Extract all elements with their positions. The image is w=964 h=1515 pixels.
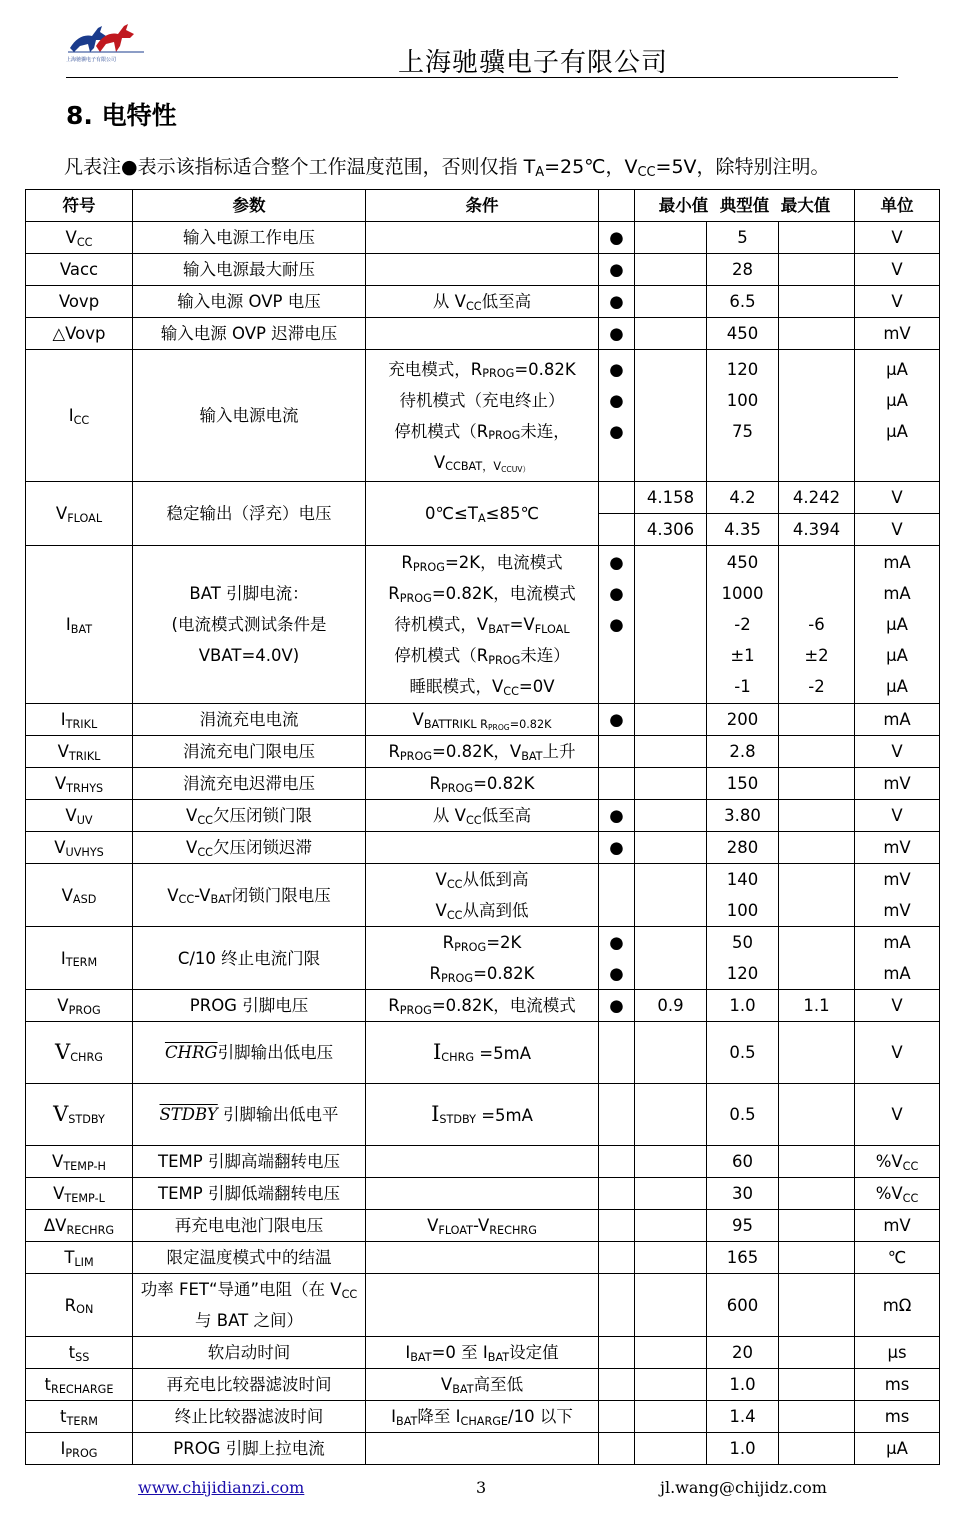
cell-unit: mV mV <box>855 864 940 927</box>
cell-cond <box>366 832 599 864</box>
cell-dot: ● ● ● <box>599 546 635 704</box>
cell-max <box>779 1242 855 1274</box>
table-row <box>26 318 940 350</box>
cell-dot: ● <box>599 286 635 318</box>
cell-max: 4.394 <box>779 514 855 546</box>
cell-cond: VBAT高至低 <box>366 1369 599 1401</box>
cell-min <box>635 736 707 768</box>
cell-symbol: Vacc <box>26 254 133 286</box>
cell-typ: 1.0 <box>707 990 779 1022</box>
cell-typ: 4.35 <box>707 514 779 546</box>
cell-min: 0.9 <box>635 990 707 1022</box>
footer-website[interactable] <box>138 1478 304 1497</box>
cell-param: STDBY 引脚输出低电平 <box>133 1084 366 1146</box>
cell-param: 输入电源电流 <box>133 350 366 482</box>
cell-param: PROG 引脚上拉电流 <box>133 1433 366 1465</box>
cell-dot: ● ● <box>599 927 635 990</box>
cell-min <box>635 800 707 832</box>
cell-dot <box>599 1401 635 1433</box>
cell-dot: ● <box>599 318 635 350</box>
cell-typ: 30 <box>707 1178 779 1210</box>
cell-typ: 20 <box>707 1337 779 1369</box>
cell-min <box>635 1369 707 1401</box>
cell-cond <box>366 318 599 350</box>
cell-param: C/10 终止电流门限 <box>133 927 366 990</box>
cell-param: TEMP 引脚低端翻转电压 <box>133 1178 366 1210</box>
cell-dot <box>599 1178 635 1210</box>
cell-min <box>635 254 707 286</box>
cell-param: 再充电比较器滤波时间 <box>133 1369 366 1401</box>
cell-min <box>635 927 707 990</box>
cell-typ: 28 <box>707 254 779 286</box>
cell-dot <box>599 736 635 768</box>
cell-min <box>635 286 707 318</box>
table-row <box>26 768 940 800</box>
cell-param: 涓流充电迟滞电压 <box>133 768 366 800</box>
cell-dot <box>599 1369 635 1401</box>
cell-cond: 从 VCC低至高 <box>366 800 599 832</box>
cell-cond <box>366 1433 599 1465</box>
cell-max <box>779 1274 855 1337</box>
cell-max <box>779 832 855 864</box>
cell-cond: RPROG=0.82K <box>366 768 599 800</box>
cell-param: 稳定输出（浮充）电压 <box>133 482 366 546</box>
cell-min <box>635 704 707 736</box>
cell-cond <box>366 222 599 254</box>
cell-param: PROG 引脚电压 <box>133 990 366 1022</box>
cell-symbol: VUV <box>26 800 133 832</box>
cell-cond: RPROG=0.82K，电流模式 <box>366 990 599 1022</box>
cell-max <box>779 1146 855 1178</box>
note-sub-cc: CC <box>637 165 656 181</box>
table-row <box>26 1433 940 1465</box>
cell-min <box>635 1274 707 1337</box>
table-row <box>26 1337 940 1369</box>
cell-max <box>779 864 855 927</box>
cell-min <box>635 222 707 254</box>
cell-max <box>779 350 855 482</box>
cell-cond: VFLOAT-VRECHRG <box>366 1210 599 1242</box>
cell-max <box>779 768 855 800</box>
cell-param: VCC-VBAT闭锁门限电压 <box>133 864 366 927</box>
cell-unit: mV <box>855 1210 940 1242</box>
cell-dot <box>599 482 635 514</box>
cell-typ: 3.80 <box>707 800 779 832</box>
cell-dot: ● <box>599 800 635 832</box>
cell-unit: V <box>855 736 940 768</box>
cell-min <box>635 1337 707 1369</box>
cell-cond: IBAT=0 至 IBAT设定值 <box>366 1337 599 1369</box>
cell-typ: 0.5 <box>707 1022 779 1084</box>
cell-max <box>779 1178 855 1210</box>
cell-param: 再充电电池门限电压 <box>133 1210 366 1242</box>
cell-symbol: tTERM <box>26 1401 133 1433</box>
cell-dot <box>599 1433 635 1465</box>
cell-cond <box>366 1146 599 1178</box>
cell-symbol: ΔVRECHRG <box>26 1210 133 1242</box>
cell-typ: 95 <box>707 1210 779 1242</box>
cell-param: TEMP 引脚高端翻转电压 <box>133 1146 366 1178</box>
cell-min <box>635 350 707 482</box>
cell-unit: mV <box>855 768 940 800</box>
cell-max <box>779 800 855 832</box>
cell-dot: ● ● ● <box>599 350 635 482</box>
header-param: 参数 <box>133 190 366 222</box>
footer-email: jl.wang@chijidz.com <box>660 1478 827 1497</box>
cell-symbol: tRECHARGE <box>26 1369 133 1401</box>
note-sub-a: A <box>535 165 545 181</box>
table-row <box>26 927 940 990</box>
cell-cond <box>366 1242 599 1274</box>
spec-table <box>25 189 940 1465</box>
cell-param: VCC欠压闭锁门限 <box>133 800 366 832</box>
cell-typ: 600 <box>707 1274 779 1337</box>
logo-text: 上海驰骥电子有限公司 <box>66 57 117 63</box>
cell-unit: mA mA <box>855 927 940 990</box>
cell-typ: 165 <box>707 1242 779 1274</box>
cell-unit: μA <box>855 1433 940 1465</box>
cell-typ: 0.5 <box>707 1084 779 1146</box>
cell-symbol: △Vovp <box>26 318 133 350</box>
cell-min <box>635 546 707 704</box>
cell-unit: V <box>855 514 940 546</box>
note-line <box>64 152 830 179</box>
cell-typ: 150 <box>707 768 779 800</box>
table-row <box>26 1146 940 1178</box>
cell-param: 输入电源 OVP 电压 <box>133 286 366 318</box>
cell-symbol: IPROG <box>26 1433 133 1465</box>
cell-param: 涓流充电门限电压 <box>133 736 366 768</box>
cell-typ: 50 120 <box>707 927 779 990</box>
cell-param: 软启动时间 <box>133 1337 366 1369</box>
cell-max <box>779 254 855 286</box>
cell-param: VCC欠压闭锁迟滞 <box>133 832 366 864</box>
cell-unit: ms <box>855 1369 940 1401</box>
cell-cond <box>366 1274 599 1337</box>
cell-param: BAT 引脚电流： (电流模式测试条件是 VBAT=4.0V) <box>133 546 366 704</box>
cell-cond: 充电模式，RPROG=0.82K 待机模式（充电终止） 停机模式（RPROG未连， VCCBAT，VCCUV） <box>366 350 599 482</box>
cell-typ: 1.0 <box>707 1369 779 1401</box>
cell-cond: VBATTRIKL RPROG=0.82K <box>366 704 599 736</box>
note-suffix: =5V，除特别注明。 <box>655 156 830 178</box>
cell-symbol: VUVHYS <box>26 832 133 864</box>
cell-dot <box>599 1022 635 1084</box>
cell-min: 4.158 <box>635 482 707 514</box>
table-row <box>26 1084 940 1146</box>
cell-symbol: RON <box>26 1274 133 1337</box>
cell-typ: 5 <box>707 222 779 254</box>
footer-page-number: 3 <box>476 1478 487 1497</box>
cell-max <box>779 1084 855 1146</box>
table-row <box>26 1274 940 1337</box>
cell-dot: ● <box>599 222 635 254</box>
cell-unit: V <box>855 286 940 318</box>
cell-unit: mA mA μA μA μA <box>855 546 940 704</box>
cell-dot <box>599 1084 635 1146</box>
cell-max <box>779 1337 855 1369</box>
section-title: 8. 电特性 <box>66 101 177 130</box>
cell-param: 终止比较器滤波时间 <box>133 1401 366 1433</box>
cell-symbol: VTEMP-L <box>26 1178 133 1210</box>
cell-unit: %VCC <box>855 1146 940 1178</box>
cell-unit: ℃ <box>855 1242 940 1274</box>
header-row <box>26 190 940 222</box>
table-row <box>26 1369 940 1401</box>
table-row <box>26 1242 940 1274</box>
cell-cond: ISTDBY =5mA <box>366 1084 599 1146</box>
cell-dot <box>599 1337 635 1369</box>
cell-dot <box>599 768 635 800</box>
cell-min <box>635 864 707 927</box>
table-row <box>26 350 940 482</box>
table-row <box>26 704 940 736</box>
footer-website-link[interactable]: www.chijidianzi.com <box>138 1478 305 1497</box>
table-row <box>26 286 940 318</box>
header-symbol: 符号 <box>26 190 133 222</box>
cell-typ: 2.8 <box>707 736 779 768</box>
cell-symbol: ICC <box>26 350 133 482</box>
cell-unit: mV <box>855 832 940 864</box>
company-logo <box>66 18 146 66</box>
cell-param: 功率 FET“导通”电阻（在 VCC与 BAT 之间） <box>133 1274 366 1337</box>
table-row <box>26 482 940 514</box>
cell-cond <box>366 254 599 286</box>
cell-dot: ● <box>599 704 635 736</box>
cell-dot <box>599 1146 635 1178</box>
cell-dot: ● <box>599 990 635 1022</box>
cell-param: 输入电源 OVP 迟滞电压 <box>133 318 366 350</box>
cell-symbol: ITRIKL <box>26 704 133 736</box>
cell-symbol: VPROG <box>26 990 133 1022</box>
table-row <box>26 736 940 768</box>
cell-dot <box>599 864 635 927</box>
table-row <box>26 1178 940 1210</box>
cell-cond <box>366 1178 599 1210</box>
cell-min <box>635 1178 707 1210</box>
cell-unit: V <box>855 254 940 286</box>
cell-typ: 1.0 <box>707 1433 779 1465</box>
cell-min <box>635 832 707 864</box>
cell-unit: μs <box>855 1337 940 1369</box>
note-prefix: 凡表注●表示该指标适合整个工作温度范围，否则仅指 T <box>64 156 536 178</box>
cell-max <box>779 1210 855 1242</box>
cell-min <box>635 1022 707 1084</box>
cell-typ: 120 100 75 <box>707 350 779 482</box>
cell-max: 4.242 <box>779 482 855 514</box>
cell-dot <box>599 1210 635 1242</box>
cell-unit: mV <box>855 318 940 350</box>
header-dot <box>599 190 635 222</box>
cell-min: 4.306 <box>635 514 707 546</box>
cell-cond: ICHRG =5mA <box>366 1022 599 1084</box>
cell-max <box>779 704 855 736</box>
cell-dot: ● <box>599 832 635 864</box>
cell-dot <box>599 1274 635 1337</box>
cell-dot <box>599 514 635 546</box>
cell-cond: RPROG=2K RPROG=0.82K <box>366 927 599 990</box>
cell-unit: V <box>855 1084 940 1146</box>
header-unit: 单位 <box>855 190 940 222</box>
table-row <box>26 254 940 286</box>
cell-min <box>635 768 707 800</box>
cell-unit: %VCC <box>855 1178 940 1210</box>
cell-param: 涓流充电电流 <box>133 704 366 736</box>
cell-typ: 280 <box>707 832 779 864</box>
header-rule <box>66 77 898 78</box>
cell-min <box>635 1401 707 1433</box>
table-row <box>26 546 940 704</box>
table-row <box>26 222 940 254</box>
cell-max: 1.1 <box>779 990 855 1022</box>
cell-min <box>635 1146 707 1178</box>
cell-max <box>779 1433 855 1465</box>
cell-min <box>635 1210 707 1242</box>
cell-symbol: VTEMP-H <box>26 1146 133 1178</box>
cell-max <box>779 318 855 350</box>
header-min-typ-max: 最小值 典型值 最大值 <box>635 190 855 222</box>
cell-param: 输入电源工作电压 <box>133 222 366 254</box>
cell-unit: ms <box>855 1401 940 1433</box>
cell-typ: 6.5 <box>707 286 779 318</box>
cell-unit: V <box>855 222 940 254</box>
cell-cond: RPROG=2K，电流模式 RPROG=0.82K，电流模式 待机模式，VBAT=VFLOAL 停机模式（RPROG未连） 睡眠模式，VCC=0V <box>366 546 599 704</box>
cell-unit: V <box>855 1022 940 1084</box>
cell-symbol: VFLOAL <box>26 482 133 546</box>
cell-unit: V <box>855 482 940 514</box>
table-row <box>26 1210 940 1242</box>
table-row <box>26 864 940 927</box>
cell-max <box>779 1369 855 1401</box>
cell-max <box>779 736 855 768</box>
cell-max <box>779 1401 855 1433</box>
cell-param: 限定温度模式中的结温 <box>133 1242 366 1274</box>
cell-unit: μA μA μA <box>855 350 940 482</box>
cell-symbol: tSS <box>26 1337 133 1369</box>
cell-max <box>779 286 855 318</box>
cell-min <box>635 1433 707 1465</box>
cell-param: 输入电源最大耐压 <box>133 254 366 286</box>
cell-typ: 450 <box>707 318 779 350</box>
cell-symbol: VSTDBY <box>26 1084 133 1146</box>
cell-max <box>779 1022 855 1084</box>
cell-dot <box>599 1242 635 1274</box>
cell-max <box>779 222 855 254</box>
cell-symbol: VCHRG <box>26 1022 133 1084</box>
cell-cond: 0℃≤TA≤85℃ <box>366 482 599 546</box>
cell-typ: 140 100 <box>707 864 779 927</box>
cell-cond: IBAT降至 ICHARGE/10 以下 <box>366 1401 599 1433</box>
cell-symbol: ITERM <box>26 927 133 990</box>
cell-symbol: VCC <box>26 222 133 254</box>
spec-table-body <box>26 222 940 1465</box>
table-row <box>26 832 940 864</box>
header-cond: 条件 <box>366 190 599 222</box>
cell-min <box>635 1242 707 1274</box>
cell-symbol: Vovp <box>26 286 133 318</box>
cell-typ: 200 <box>707 704 779 736</box>
cell-symbol: VTRHYS <box>26 768 133 800</box>
cell-min <box>635 1084 707 1146</box>
cell-cond: RPROG=0.82K，VBAT上升 <box>366 736 599 768</box>
table-row <box>26 1022 940 1084</box>
table-row <box>26 1401 940 1433</box>
cell-unit: V <box>855 990 940 1022</box>
cell-typ: 1.4 <box>707 1401 779 1433</box>
cell-cond: VCC从低到高 VCC从高到低 <box>366 864 599 927</box>
table-row <box>26 990 940 1022</box>
cell-unit: V <box>855 800 940 832</box>
cell-max <box>779 927 855 990</box>
cell-min <box>635 318 707 350</box>
cell-cond: 从 VCC低至高 <box>366 286 599 318</box>
cell-typ: 4.2 <box>707 482 779 514</box>
cell-param: CHRG引脚输出低电压 <box>133 1022 366 1084</box>
company-name: 上海驰骥电子有限公司 <box>398 48 669 78</box>
cell-unit: mA <box>855 704 940 736</box>
cell-symbol: IBAT <box>26 546 133 704</box>
cell-symbol: VTRIKL <box>26 736 133 768</box>
horse-logo-icon <box>66 18 146 56</box>
cell-typ: 60 <box>707 1146 779 1178</box>
cell-typ: 450 1000 -2 ±1 -1 <box>707 546 779 704</box>
cell-max: -6 ±2 -2 <box>779 546 855 704</box>
note-mid: =25℃，V <box>544 156 638 178</box>
cell-unit: mΩ <box>855 1274 940 1337</box>
cell-dot: ● <box>599 254 635 286</box>
cell-symbol: TLIM <box>26 1242 133 1274</box>
table-row <box>26 800 940 832</box>
cell-symbol: VASD <box>26 864 133 927</box>
